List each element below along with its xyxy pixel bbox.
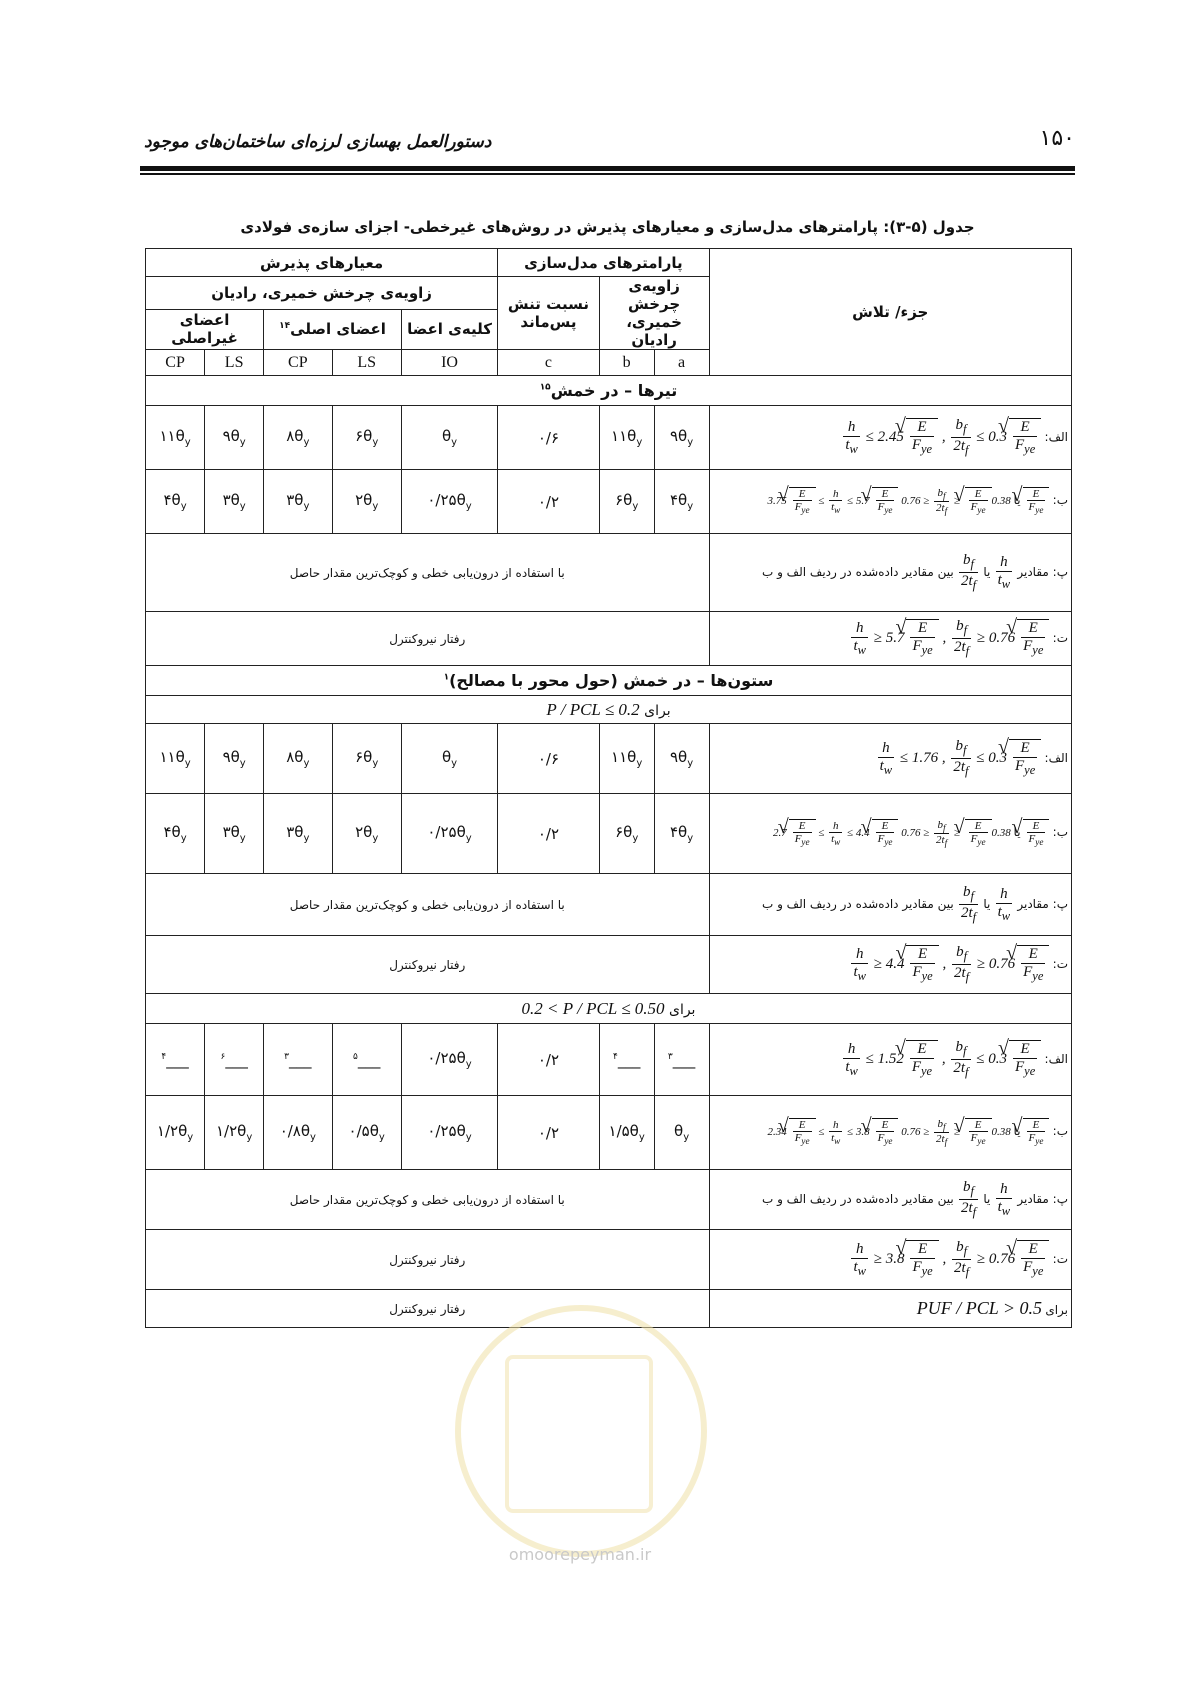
col1-a-value-3: $\theta_y$ bbox=[401, 724, 497, 794]
col1-b-value-5: $۳\theta_y$ bbox=[264, 794, 332, 874]
col-cp-secondary: CP bbox=[146, 350, 205, 376]
acceptance-criteria-table bbox=[145, 248, 1072, 1328]
beam-a-value-6: $۹\theta_y$ bbox=[205, 406, 264, 470]
col1-a-condition: الف: $\frac{h}{t_w}$ ≤ 1.76 , $\frac{b_f}{2t_f}$ ≤ 0.3 √ $\frac{E}{F_{ye}}$ bbox=[709, 724, 1072, 794]
beam-b-value-3: $۰/۲۵\theta_y$ bbox=[401, 470, 497, 534]
col-ls-primary: LS bbox=[332, 350, 401, 376]
col1-a-value-0: $۹\theta_y$ bbox=[654, 724, 709, 794]
header-acceptance: معیارهای پذیرش bbox=[146, 249, 498, 277]
col1-d-note: رفتار نیروکنترل bbox=[146, 936, 710, 994]
col1-b-value-4: $۲\theta_y$ bbox=[332, 794, 401, 874]
beam-a-value-3: $\theta_y$ bbox=[401, 406, 497, 470]
col2-b-value-0: $\theta_y$ bbox=[654, 1096, 709, 1170]
col-b: b bbox=[599, 350, 654, 376]
beam-b-value-7: $۴\theta_y$ bbox=[146, 470, 205, 534]
col2-a-condition: الف: $\frac{h}{t_w}$ ≤ 1.52 √ $\frac{E}{F_{ye}}$ , $\frac{b_f}{2t_f}$ ≤ 0.3 √ $\frac{E}{F_{ye}}$ bbox=[709, 1024, 1072, 1096]
header-component: جزء/ تلاش bbox=[709, 249, 1072, 376]
col2-b-value-2: ۰/۲ bbox=[498, 1096, 600, 1170]
col2-b-value-6: $۱/۲\theta_y$ bbox=[205, 1096, 264, 1170]
header-residual: نسبت تنش پس‌ماند bbox=[498, 277, 600, 350]
col2-a-value-2: ۰/۲ bbox=[498, 1024, 600, 1096]
running-title: دستورالعمل بهسازی لرزه‌ای ساختمان‌های موجود bbox=[144, 132, 492, 152]
beam-a-condition: الف: $\frac{h}{t_w}$ ≤ 2.45 √ $\frac{E}{F_{ye}}$ , $\frac{b_f}{2t_f}$ ≤ 0.3 √ $\frac{E}{F_{ye}}$ bbox=[709, 406, 1072, 470]
header-primary: اعضای اصلی$^{۱۴}$ bbox=[264, 309, 402, 349]
col2-b-value-5: $۰/۸\theta_y$ bbox=[264, 1096, 332, 1170]
col1-b-value-6: $۳\theta_y$ bbox=[205, 794, 264, 874]
beam-b-condition: ب: 3.75 √ $\frac{E}{F_{ye}}$ ≤ $\frac{h}{t_w}$ ≤ 5.7 √ $\frac{E}{F_{ye}}$ یا 0.38 √ $\frac{E}{F_{ye}}$ ≤ $\frac{b_f}{2t_f}$ ≤ 0.76 √ $\frac{E}{F_{ye}}$ bbox=[709, 470, 1072, 534]
condition-2: برای 0.2 < P / PCL ≤ 0.50 bbox=[146, 994, 1072, 1024]
col1-b-value-3: $۰/۲۵\theta_y$ bbox=[401, 794, 497, 874]
col1-c-condition: پ: مقادیر $\frac{h}{t_w}$ یا $\frac{b_f}{2t_f}$ بین مقادیر داده‌شده در ردیف الف و ب bbox=[709, 874, 1072, 936]
beam-b-value-1: $۶\theta_y$ bbox=[599, 470, 654, 534]
col1-d-condition: ت: $\frac{h}{t_w}$ ≥ 4.4 √ $\frac{E}{F_{ye}}$ , $\frac{b_f}{2t_f}$ ≥ 0.76 √ $\frac{E}{F_{ye}}$ bbox=[709, 936, 1072, 994]
col1-a-value-6: $۹\theta_y$ bbox=[205, 724, 264, 794]
col1-a-value-2: ۰/۶ bbox=[498, 724, 600, 794]
header-rule-thin bbox=[140, 173, 1075, 175]
beam-a-value-2: ۰/۶ bbox=[498, 406, 600, 470]
col1-b-value-7: $۴\theta_y$ bbox=[146, 794, 205, 874]
beam-b-value-4: $۲\theta_y$ bbox=[332, 470, 401, 534]
header-rotation-ab: زاویه‌ی چرخش خمیری، رادیان bbox=[599, 277, 709, 350]
beam-d-condition: ت: $\frac{h}{t_w}$ ≥ 5.7 √ $\frac{E}{F_{ye}}$ , $\frac{b_f}{2t_f}$ ≥ 0.76 √ $\frac{E}{F_{ye}}$ bbox=[709, 612, 1072, 666]
section-columns: ستون‌ها – در خمش (حول محور با مصالح)$^۱$ bbox=[146, 666, 1072, 696]
col-io: IO bbox=[401, 350, 497, 376]
beam-b-value-5: $۳\theta_y$ bbox=[264, 470, 332, 534]
header-rule-thick bbox=[140, 166, 1075, 171]
col2-c-note: با استفاده از درون‌یابی خطی و کوچک‌ترین مقدار حاصل bbox=[146, 1170, 710, 1230]
beam-b-value-6: $۳\theta_y$ bbox=[205, 470, 264, 534]
beam-b-value-0: $۴\theta_y$ bbox=[654, 470, 709, 534]
col-cp-primary: CP bbox=[264, 350, 332, 376]
beam-a-value-0: $۹\theta_y$ bbox=[654, 406, 709, 470]
col1-a-value-5: $۸\theta_y$ bbox=[264, 724, 332, 794]
col2-b-condition: ب: 2.34 √ $\frac{E}{F_{ye}}$ ≤ $\frac{h}{t_w}$ ≤ 3.8 √ $\frac{E}{F_{ye}}$ یا 0.38 √ $\frac{E}{F_{ye}}$ ≤ $\frac{b_f}{2t_f}$ ≤ 0.76 √ $\frac{E}{F_{ye}}$ bbox=[709, 1096, 1072, 1170]
col2-b-value-1: $۱/۵\theta_y$ bbox=[599, 1096, 654, 1170]
header-modeling: پارامترهای مدل‌سازی bbox=[498, 249, 709, 277]
condition-1: برای P / PCL ≤ 0.2 bbox=[146, 696, 1072, 724]
section-beams: تیرها – در خمش$^{۱۵}$ bbox=[146, 376, 1072, 406]
header-secondary: اعضای غیراصلی bbox=[146, 309, 264, 349]
col3-note: رفتار نیروکنترل bbox=[146, 1290, 710, 1328]
beam-b-value-2: ۰/۲ bbox=[498, 470, 600, 534]
beam-c-condition: پ: مقادیر $\frac{h}{t_w}$ یا $\frac{b_f}{2t_f}$ بین مقادیر داده‌شده در ردیف الف و ب bbox=[709, 534, 1072, 612]
beam-c-note: با استفاده از درون‌یابی خطی و کوچک‌ترین مقدار حاصل bbox=[146, 534, 710, 612]
col2-d-note: رفتار نیروکنترل bbox=[146, 1230, 710, 1290]
table-caption: جدول (۵-۳): پارامترهای مدل‌سازی و معیارهای پذیرش در روش‌های غیرخطی- اجزای سازه‌ی فولادی bbox=[240, 218, 975, 236]
col2-a-value-3: $۰/۲۵\theta_y$ bbox=[401, 1024, 497, 1096]
beam-a-value-1: $۱۱\theta_y$ bbox=[599, 406, 654, 470]
col2-a-value-4: ___$^۵$ bbox=[332, 1024, 401, 1096]
col1-b-condition: ب: 2.7 √ $\frac{E}{F_{ye}}$ ≤ $\frac{h}{t_w}$ ≤ 4.4 √ $\frac{E}{F_{ye}}$ یا 0.38 √ $\frac{E}{F_{ye}}$ ≤ $\frac{b_f}{2t_f}$ ≤ 0.76 √ $\frac{E}{F_{ye}}$ bbox=[709, 794, 1072, 874]
col2-b-value-4: $۰/۵\theta_y$ bbox=[332, 1096, 401, 1170]
col1-b-value-2: ۰/۲ bbox=[498, 794, 600, 874]
header-all: کلیه‌ی اعضا bbox=[401, 309, 497, 349]
beam-a-value-4: $۶\theta_y$ bbox=[332, 406, 401, 470]
beam-a-value-7: $۱۱\theta_y$ bbox=[146, 406, 205, 470]
watermark-text: omoorepeyman.ir bbox=[508, 1545, 652, 1564]
watermark-emblem bbox=[505, 1355, 653, 1513]
col2-a-value-1: ___$^۴$ bbox=[599, 1024, 654, 1096]
col2-b-value-3: $۰/۲۵\theta_y$ bbox=[401, 1096, 497, 1170]
col2-b-value-7: $۱/۲\theta_y$ bbox=[146, 1096, 205, 1170]
col-a: a bbox=[654, 350, 709, 376]
col1-a-value-7: $۱۱\theta_y$ bbox=[146, 724, 205, 794]
col-ls-secondary: LS bbox=[205, 350, 264, 376]
col2-a-value-0: ___$^۳$ bbox=[654, 1024, 709, 1096]
col1-a-value-1: $۱۱\theta_y$ bbox=[599, 724, 654, 794]
col2-d-condition: ت: $\frac{h}{t_w}$ ≥ 3.8 √ $\frac{E}{F_{ye}}$ , $\frac{b_f}{2t_f}$ ≥ 0.76 √ $\frac{E}{F_{ye}}$ bbox=[709, 1230, 1072, 1290]
col2-c-condition: پ: مقادیر $\frac{h}{t_w}$ یا $\frac{b_f}{2t_f}$ بین مقادیر داده‌شده در ردیف الف و ب bbox=[709, 1170, 1072, 1230]
col1-b-value-1: $۶\theta_y$ bbox=[599, 794, 654, 874]
col2-a-value-5: ___$^۳$ bbox=[264, 1024, 332, 1096]
col3-condition: برای PUF / PCL > 0.5 bbox=[709, 1290, 1072, 1328]
page-number: ۱۵۰ bbox=[1039, 126, 1075, 151]
beam-d-note: رفتار نیروکنترل bbox=[146, 612, 710, 666]
col1-a-value-4: $۶\theta_y$ bbox=[332, 724, 401, 794]
col1-c-note: با استفاده از درون‌یابی خطی و کوچک‌ترین مقدار حاصل bbox=[146, 874, 710, 936]
beam-a-value-5: $۸\theta_y$ bbox=[264, 406, 332, 470]
col1-b-value-0: $۴\theta_y$ bbox=[654, 794, 709, 874]
header-rotation-acc: زاویه‌ی چرخش خمیری، رادیان bbox=[146, 277, 498, 310]
col2-a-value-7: ___$^۴$ bbox=[146, 1024, 205, 1096]
col2-a-value-6: ___$^۶$ bbox=[205, 1024, 264, 1096]
col-c: c bbox=[498, 350, 600, 376]
page-header bbox=[140, 126, 1075, 170]
